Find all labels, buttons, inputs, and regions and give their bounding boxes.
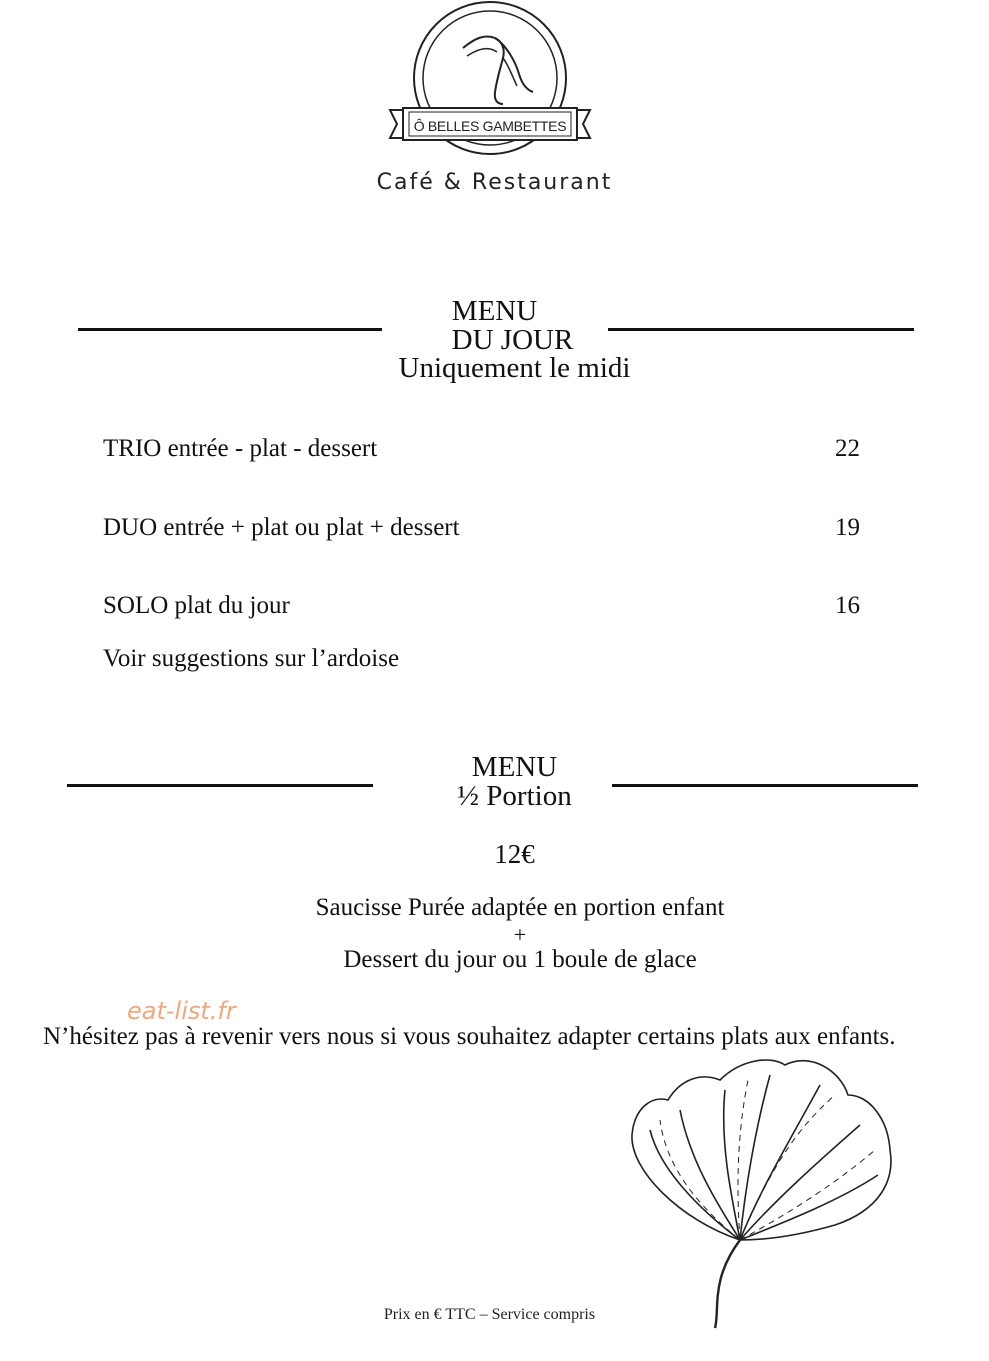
menu-item-duo: DUO entrée + plat ou plat + dessert (103, 514, 460, 541)
menu-half-line-2: Dessert du jour ou 1 boule de glace (343, 946, 697, 973)
footer-note: Prix en € TTC – Service compris (383, 1306, 596, 1323)
tagline: Café & Restaurant (376, 170, 613, 195)
menu-du-jour-title-2: DU JOUR (451, 324, 574, 356)
menu-half-price: 12€ (494, 839, 535, 869)
price-duo: 19 (835, 514, 860, 541)
ginkgo-leaf-icon (620, 1050, 905, 1330)
menu-du-jour-subtitle: Uniquement le midi (398, 352, 631, 384)
price-trio: 22 (835, 435, 860, 462)
logo-text: Ô BELLES GAMBETTES (413, 118, 567, 134)
menu-item-trio: TRIO entrée - plat - dessert (103, 435, 378, 462)
menu-item-solo: SOLO plat du jour (103, 592, 290, 619)
kids-note: N’hésitez pas à revenir vers nous si vous souhaitez adapter certains plats aux enfants. (43, 1023, 896, 1050)
menu-half-plus: + (513, 922, 527, 947)
menu-du-jour-title-1: MENU (451, 295, 538, 327)
price-solo: 16 (835, 592, 860, 619)
menu-half-line-1: Saucisse Purée adaptée en portion enfant (315, 894, 725, 921)
suggestions-note: Voir suggestions sur l’ardoise (103, 645, 400, 672)
menu-half-title-1: MENU (471, 751, 558, 783)
watermark: eat-list.fr (127, 997, 236, 1025)
menu-half-title-2: ½ Portion (457, 780, 572, 812)
